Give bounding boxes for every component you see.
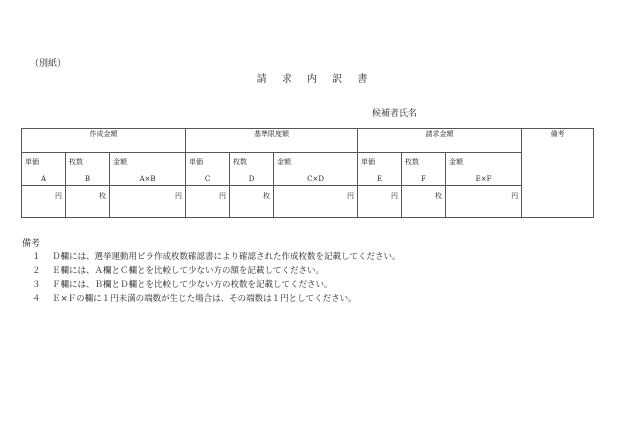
subheader-cell xyxy=(66,153,110,186)
subheader-label: 単価 xyxy=(361,158,376,166)
column-symbol: D xyxy=(248,175,255,183)
subheader-cell xyxy=(110,153,186,186)
candidate-name-label: 候補者氏名 xyxy=(372,109,418,119)
subheader-label: 金額 xyxy=(449,158,464,166)
value-cell-e[interactable] xyxy=(358,186,402,218)
note-text: Ｅ欄には、Ａ欄とＣ欄とを比較して少ない方の額を記載してください。 xyxy=(52,266,325,276)
unit-label: 円 xyxy=(55,192,62,200)
subheader-label: 単価 xyxy=(189,158,204,166)
breakdown-table xyxy=(21,128,594,218)
unit-label: 円 xyxy=(219,192,227,200)
subheader-label: 金額 xyxy=(277,158,292,166)
unit-label: 円 xyxy=(511,192,519,200)
subheader-cell xyxy=(446,153,522,186)
subheader-label: 金額 xyxy=(113,158,127,166)
subheader-cell xyxy=(230,153,274,186)
document-title: 請 求 内 訳 書 xyxy=(256,74,374,85)
annex-label: （別紙） xyxy=(30,59,67,69)
column-symbol: C×D xyxy=(307,175,324,183)
value-cell-f[interactable] xyxy=(402,186,446,218)
column-symbol: C xyxy=(204,175,211,183)
unit-label: 円 xyxy=(391,192,399,200)
group-remarks: 備考 xyxy=(522,129,594,218)
note-number: ３ xyxy=(32,280,41,290)
value-cell-b[interactable] xyxy=(66,186,110,218)
value-cell-c[interactable] xyxy=(186,186,230,218)
value-cell-d[interactable] xyxy=(230,186,274,218)
note-number: １ xyxy=(32,252,41,262)
group-header-row xyxy=(22,129,594,153)
unit-label: 円 xyxy=(347,192,355,200)
group-claim-amount: 請求金額 xyxy=(358,129,522,153)
group-production-amount: 作成金額 xyxy=(22,129,186,153)
list-item xyxy=(32,250,401,264)
subheader-cell xyxy=(22,153,66,186)
value-cell-exf[interactable] xyxy=(446,186,522,218)
note-number: ２ xyxy=(32,266,41,276)
notes-list xyxy=(32,250,401,306)
note-number: ４ xyxy=(32,294,41,304)
unit-label: 枚 xyxy=(99,192,106,200)
subheader-label: 枚数 xyxy=(405,158,420,166)
note-text: Ｆ欄には、Ｂ欄とＤ欄とを比較して少ない方の枚数を記載してください。 xyxy=(52,280,333,290)
subheader-cell xyxy=(358,153,402,186)
list-item xyxy=(32,292,401,306)
column-symbol: E×F xyxy=(475,175,492,183)
subheader-label: 枚数 xyxy=(69,158,83,166)
column-symbol: B xyxy=(84,175,91,183)
unit-label: 枚 xyxy=(263,192,271,200)
subheader-row xyxy=(22,153,594,186)
value-row xyxy=(22,186,594,218)
note-text: Ｅ×Ｆの欄に１円未満の端数が生じた場合は、その端数は１円としてください。 xyxy=(52,294,357,304)
unit-label: 円 xyxy=(175,192,183,200)
list-item xyxy=(32,264,401,278)
column-symbol: A xyxy=(40,175,47,183)
unit-label: 枚 xyxy=(435,192,443,200)
value-cell-cxd[interactable] xyxy=(274,186,358,218)
list-item xyxy=(32,278,401,292)
subheader-cell xyxy=(274,153,358,186)
group-standard-limit: 基準限度額 xyxy=(186,129,358,153)
note-text: Ｄ欄には、選挙運動用ビラ作成枚数確認書により確認された作成枚数を記載してください。 xyxy=(52,252,401,262)
value-cell-a[interactable] xyxy=(22,186,66,218)
column-symbol: F xyxy=(421,175,426,183)
column-symbol: A×B xyxy=(139,175,156,183)
column-symbol: E xyxy=(376,175,383,183)
subheader-label: 枚数 xyxy=(233,158,248,166)
value-cell-axb[interactable] xyxy=(110,186,186,218)
subheader-cell xyxy=(402,153,446,186)
subheader-cell xyxy=(186,153,230,186)
subheader-label: 単価 xyxy=(25,158,39,166)
notes-heading: 備考 xyxy=(22,239,41,249)
